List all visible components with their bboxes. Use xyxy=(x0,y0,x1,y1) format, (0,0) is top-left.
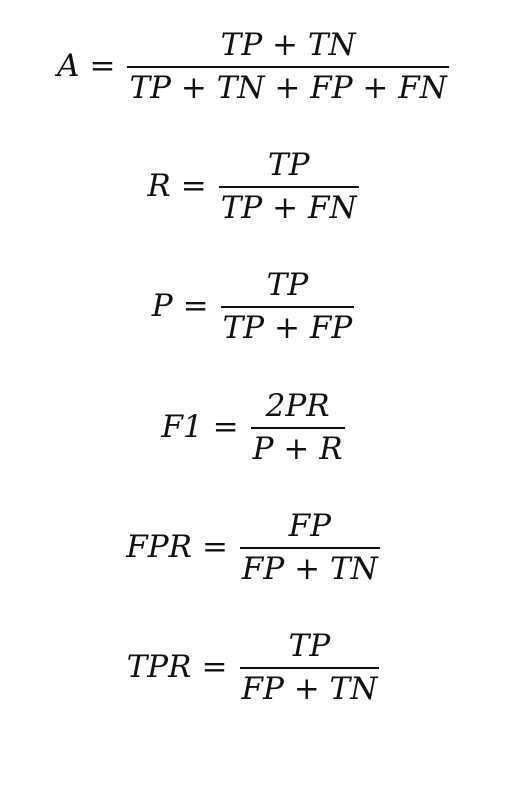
fraction-numerator: FP xyxy=(288,508,332,544)
equation-lhs: FPR xyxy=(126,529,192,566)
fraction-denominator: FP + TN xyxy=(241,670,378,707)
fraction xyxy=(251,388,345,467)
fraction-denominator: TP + FN xyxy=(220,189,357,226)
equation-lhs: A xyxy=(57,48,80,85)
equals-sign: = xyxy=(89,48,116,85)
equation-false-positive-rate xyxy=(0,508,506,587)
equation-accuracy xyxy=(0,27,506,106)
equation-precision xyxy=(0,267,506,346)
fraction-numerator: TP xyxy=(267,147,310,183)
fraction xyxy=(219,147,359,226)
equation-lhs: TPR xyxy=(126,649,192,686)
equation-true-positive-rate xyxy=(0,628,506,707)
fraction xyxy=(127,27,448,106)
fraction-numerator: TP xyxy=(288,628,331,664)
equals-sign: = xyxy=(182,288,209,325)
fraction-denominator: FP + TN xyxy=(241,550,378,587)
fraction-denominator: TP + FP xyxy=(222,309,353,346)
equation-recall xyxy=(0,147,506,226)
fraction xyxy=(240,508,380,587)
fraction-numerator: TP xyxy=(266,267,309,303)
fraction-numerator: TP + TN xyxy=(220,27,356,63)
equation-lhs: P xyxy=(151,288,173,325)
equation-lhs: F1 xyxy=(161,409,203,446)
fraction xyxy=(240,628,380,707)
equals-sign: = xyxy=(212,409,239,446)
equation-lhs: R xyxy=(147,168,171,205)
equals-sign: = xyxy=(201,529,228,566)
fraction-numerator: 2PR xyxy=(265,388,330,424)
fraction-denominator: P + R xyxy=(252,430,343,467)
fraction xyxy=(221,267,355,346)
fraction-denominator: TP + TN + FP + FN xyxy=(129,69,447,106)
equals-sign: = xyxy=(180,168,207,205)
equals-sign: = xyxy=(201,649,228,686)
equation-f1-score xyxy=(0,388,506,467)
